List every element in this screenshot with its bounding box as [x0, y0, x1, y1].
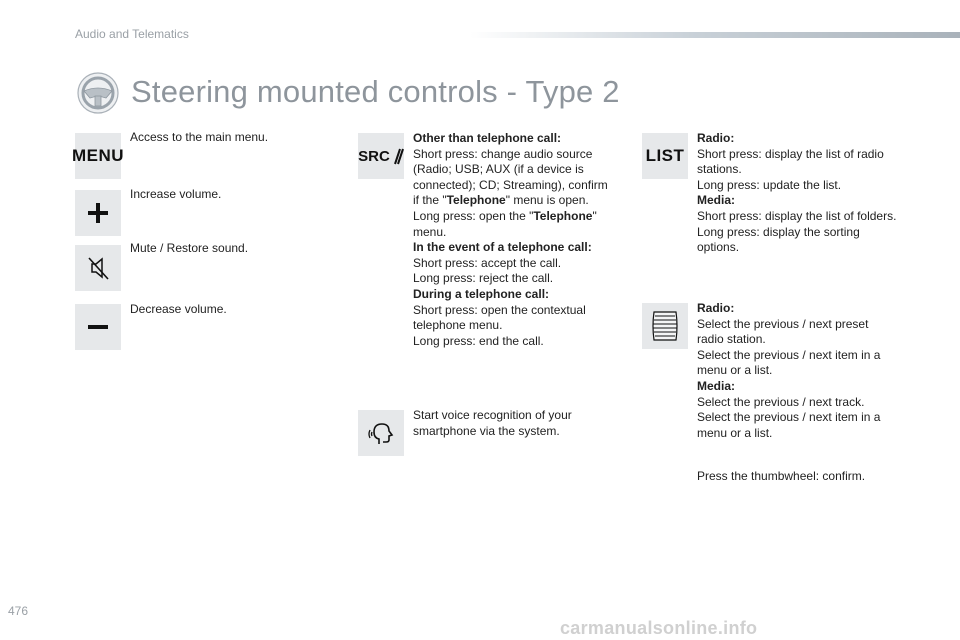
thumbwheel-confirm-description: Press the thumbwheel: confirm.: [697, 469, 866, 483]
menu-description: Access to the main menu.: [130, 130, 269, 144]
volume-up-description: Increase volume.: [130, 187, 222, 201]
src-button-icon: SRC: [358, 133, 404, 179]
thumbwheel-icon: [642, 303, 688, 349]
src-description: Other than telephone call: Short press: change audio source (Radio; USB; AUX (if a device is connected); CD; Streaming), confirm if the "Telephone" menu is open. Long press: open the "Telephone" menu. In the event of a telephone call: Short press: accept the call. Long press: reject the call. During a telephone call: Short press: open the contextual telephone menu. Long press: end the call.: [413, 131, 608, 348]
src-slash-icon: [392, 147, 404, 165]
minus-icon: [75, 304, 121, 350]
thumbwheel-description: Radio: Select the previous / next preset radio station. Select the previous / next item in a menu or a list. Media: Select the previous / next track. Select the previous / next item in a menu or a list.: [697, 301, 881, 440]
menu-button-icon: MENU: [75, 133, 121, 179]
mute-icon: [75, 245, 121, 291]
list-button-icon: LIST: [642, 133, 688, 179]
section-header: Audio and Telematics: [75, 27, 189, 41]
voice-recognition-icon: [358, 410, 404, 456]
watermark: carmanualsonline.info: [560, 618, 758, 638]
page-number: 476: [8, 604, 29, 618]
header-divider-bar: [470, 32, 960, 38]
volume-down-description: Decrease volume.: [130, 302, 227, 316]
mute-description: Mute / Restore sound.: [130, 241, 249, 255]
plus-icon: [75, 190, 121, 236]
page-title: Steering mounted controls - Type 2: [131, 74, 620, 109]
voice-description: Start voice recognition of your smartphone via the system.: [413, 408, 572, 438]
steering-wheel-icon: [76, 71, 120, 115]
list-description: Radio: Short press: display the list of radio stations. Long press: update the list. Media: Short press: display the list of folders. Long press: display the sorting options.: [697, 131, 897, 255]
